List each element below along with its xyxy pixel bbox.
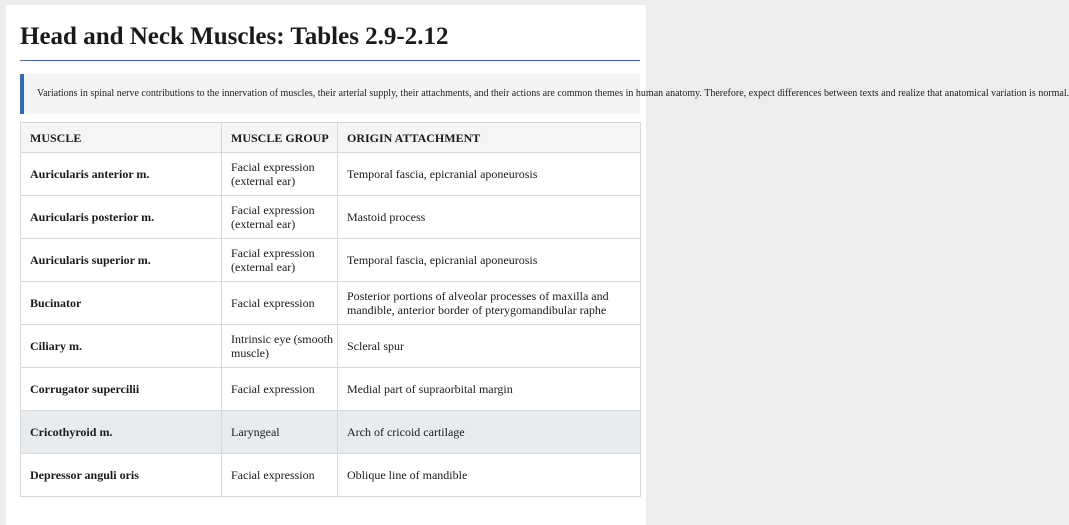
muscle-group-cell: Facial expression	[222, 282, 338, 325]
column-header-muscle-group[interactable]: MUSCLE GROUP	[222, 123, 338, 153]
origin-cell: Mastoid process	[338, 196, 641, 239]
column-header-origin-attachment[interactable]: ORIGIN ATTACHMENT	[338, 123, 641, 153]
table-row[interactable]	[21, 153, 641, 196]
origin-cell: Posterior portions of alveolar processes of maxilla and mandible, anterior border of pterygomandibular raphe	[338, 282, 641, 325]
origin-cell: Temporal fascia, epicranial aponeurosis	[338, 239, 641, 282]
muscle-cell: Corrugator supercilii	[21, 368, 222, 411]
muscle-cell: Auricularis posterior m.	[21, 196, 222, 239]
muscle-cell: Bucinator	[21, 282, 222, 325]
table-row[interactable]	[21, 282, 641, 325]
muscles-table	[20, 122, 641, 497]
table-row-hovered[interactable]	[21, 411, 641, 454]
table-row[interactable]	[21, 239, 641, 282]
origin-cell: Temporal fascia, epicranial aponeurosis	[338, 153, 641, 196]
origin-cell: Arch of cricoid cartilage	[338, 411, 641, 454]
muscle-group-cell: Facial expression	[222, 368, 338, 411]
content-card	[6, 5, 1069, 525]
muscle-cell: Auricularis anterior m.	[21, 153, 222, 196]
table-row[interactable]	[21, 454, 641, 497]
muscle-cell: Auricularis superior m.	[21, 239, 222, 282]
page-title: Head and Neck Muscles: Tables 2.9-2.12	[20, 23, 449, 50]
table-row[interactable]	[21, 196, 641, 239]
table-header-row	[21, 123, 641, 153]
column-header-muscle[interactable]: MUSCLE	[21, 123, 222, 153]
origin-cell: Oblique line of mandible	[338, 454, 641, 497]
muscle-group-cell: Facial expression (external ear)	[222, 196, 338, 239]
muscle-group-cell: Facial expression	[222, 454, 338, 497]
muscle-group-cell: Intrinsic eye (smooth muscle)	[222, 325, 338, 368]
origin-cell: Scleral spur	[338, 325, 641, 368]
info-note: Variations in spinal nerve contributions to the innervation of muscles, their arterial supply, their attachments, and their actions are common themes in human anatomy. Therefore, expect differences between texts and realize that anatomical variation is normal.	[20, 74, 640, 114]
muscle-group-cell: Facial expression (external ear)	[222, 153, 338, 196]
table-row[interactable]	[21, 325, 641, 368]
muscle-group-cell: Facial expression (external ear)	[222, 239, 338, 282]
origin-cell: Medial part of supraorbital margin	[338, 368, 641, 411]
muscle-cell: Ciliary m.	[21, 325, 222, 368]
title-divider	[20, 60, 640, 61]
muscle-cell: Cricothyroid m.	[21, 411, 222, 454]
muscle-cell: Depressor anguli oris	[21, 454, 222, 497]
muscle-group-cell: Laryngeal	[222, 411, 338, 454]
table-row[interactable]	[21, 368, 641, 411]
